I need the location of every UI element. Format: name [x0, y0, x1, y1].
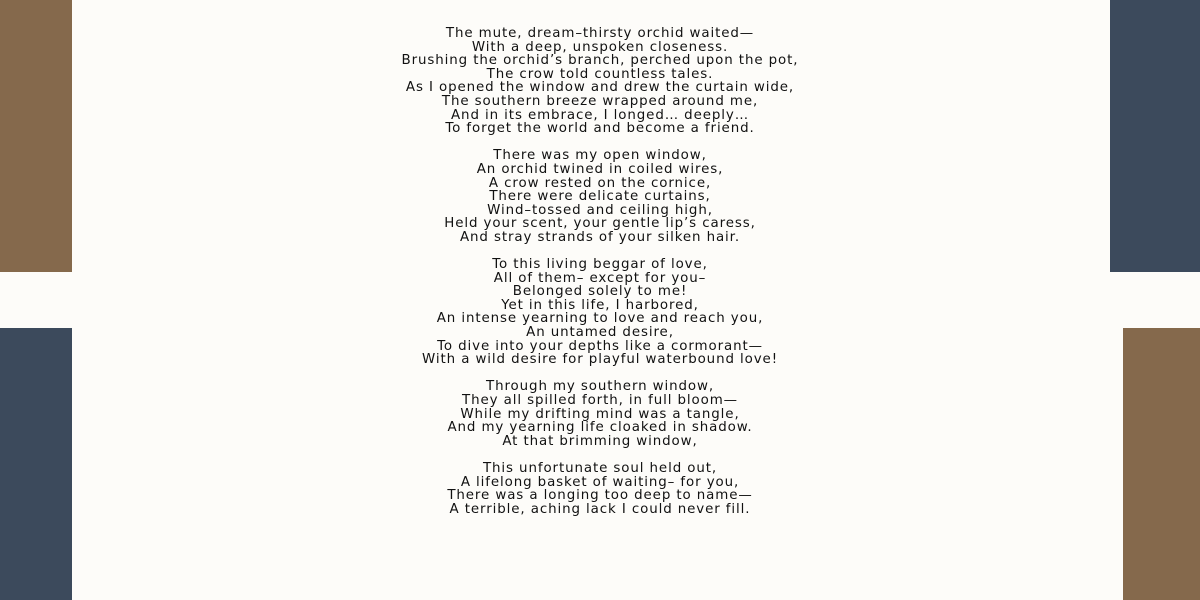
poem-stanza	[200, 380, 1000, 448]
poem-stanza	[200, 149, 1000, 244]
poem-line: Wind–tossed and ceiling high,	[487, 202, 713, 218]
decor-block-top-left	[0, 0, 72, 272]
poem-line: At that brimming window,	[502, 433, 698, 449]
poem-line: The southern breeze wrapped around me,	[441, 93, 759, 109]
poem-line: There was a longing too deep to name—	[447, 488, 753, 504]
decor-block-bottom-left	[0, 328, 72, 600]
decor-block-top-right	[1110, 0, 1200, 272]
poem-line: The mute, dream–thirsty orchid waited—	[445, 26, 755, 41]
poem-line: As I opened the window and drew the curtain wide,	[405, 80, 795, 96]
poem-line: A crow rested on the cornice,	[488, 175, 712, 191]
poem-line: With a wild desire for playful waterbound love!	[422, 352, 778, 368]
poem-line: There was my open window,	[493, 148, 707, 164]
poem-line: To dive into your depths like a cormorant—	[437, 338, 763, 354]
poem-line: To this living beggar of love,	[492, 257, 708, 273]
poem-line: An intense yearning to love and reach you,	[436, 311, 764, 327]
poem-line: They all spilled forth, in full bloom—	[462, 393, 738, 409]
decor-block-bottom-right	[1123, 328, 1200, 600]
poem-line: Held your scent, your gentle lip’s caress,	[444, 216, 756, 232]
poem-line: Through my southern window,	[485, 379, 715, 395]
poem-stanza	[200, 27, 1000, 136]
poem-line: Brushing the orchid’s branch, perched upon the pot,	[401, 53, 799, 69]
poem-line: With a deep, unspoken closeness.	[471, 39, 729, 55]
poem-line: A lifelong basket of waiting– for you,	[460, 474, 740, 490]
poem-line: And my yearning life cloaked in shadow.	[447, 420, 753, 436]
poem-stanza	[200, 462, 1000, 516]
poem-line: An orchid twined in coiled wires,	[476, 161, 724, 177]
poem-line: And in its embrace, I longed… deeply…	[451, 107, 749, 123]
poem-line: This unfortunate soul held out,	[482, 461, 718, 476]
poem-line: And stray strands of your silken hair.	[459, 229, 741, 245]
poem-line: Yet in this life, I harbored,	[501, 297, 699, 313]
poem-line: There were delicate curtains,	[489, 189, 711, 205]
poem-text	[200, 27, 1000, 530]
poem-line: To forget the world and become a friend.	[445, 121, 755, 137]
poem-line: While my drifting mind was a tangle,	[460, 406, 740, 422]
poem-line: A terrible, aching lack I could never fill.	[449, 501, 751, 517]
poem-line: An untamed desire,	[526, 325, 674, 341]
poem-line: All of them– except for you–	[493, 270, 707, 286]
poem-stanza	[200, 258, 1000, 367]
poem-line: Belonged solely to me!	[512, 284, 688, 300]
poem-line: The crow told countless tales.	[486, 66, 714, 82]
